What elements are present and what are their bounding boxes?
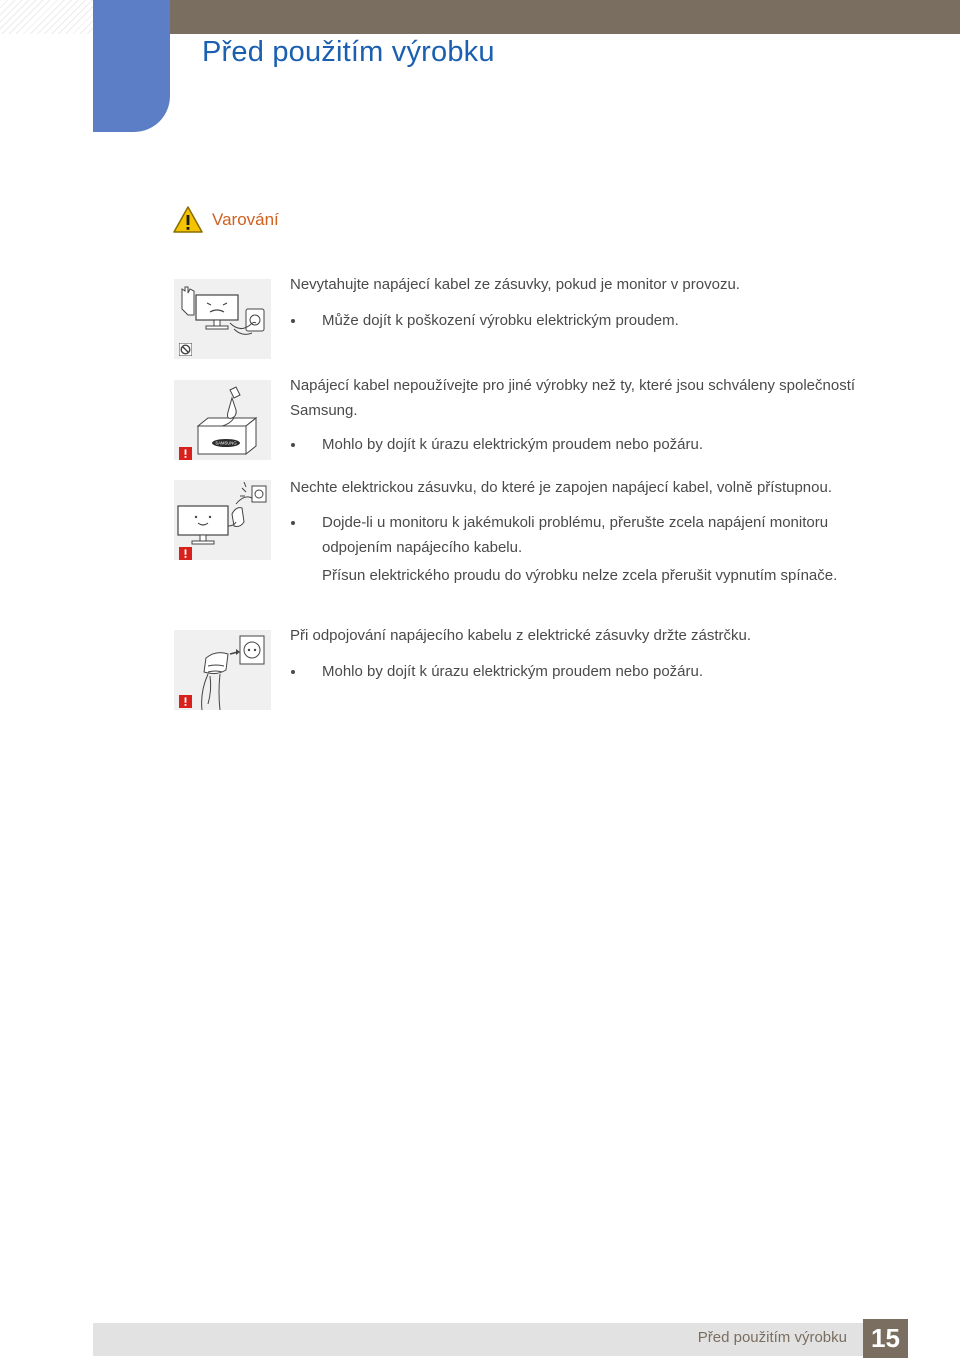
- chapter-tab: [93, 0, 170, 132]
- illustration-monitor-unplug: [174, 279, 271, 359]
- footer-chapter-label: Před použitím výrobku: [697, 1329, 847, 1346]
- footer-bar: [93, 1323, 863, 1356]
- bullet-marker: [291, 521, 295, 525]
- caution-icon: [179, 447, 192, 460]
- section-1-text: Nevytahujte napájecí kabel ze zásuvky, pokud je monitor v provozu.: [290, 276, 740, 293]
- illustration-samsung-box: [174, 380, 271, 460]
- warning-label: Varování: [212, 210, 279, 229]
- section-2-bullet-1: Mohlo by dojít k úrazu elektrickým proudem nebo požáru.: [322, 436, 704, 453]
- section-4-text: Při odpojování napájecího kabelu z elektrické zásuvky držte zástrčku.: [290, 627, 752, 644]
- caution-icon: [179, 547, 192, 560]
- section-3-note: Přísun elektrického proudu do výrobku nelze zcela přerušit vypnutím spínače.: [322, 567, 838, 584]
- warning-heading: [172, 204, 279, 236]
- illustration-grip-plug: [174, 630, 271, 710]
- header-hatch: [0, 0, 93, 34]
- illustration-accessible-socket: [174, 480, 271, 560]
- prohibited-icon: [179, 343, 192, 356]
- section-3-bullet-1: Dojde-li u monitoru k jakémukoli problému, přerušte zcela napájení monitoru odpojením napájecího kabelu.: [322, 514, 829, 556]
- warning-triangle-icon: [172, 205, 204, 235]
- bullet-marker: [291, 443, 295, 447]
- caution-icon: [179, 695, 192, 708]
- box-brand-label: SAMSUNG: [215, 440, 237, 446]
- section-1-bullet-1: Může dojít k poškození výrobku elektrickým proudem.: [322, 312, 679, 329]
- bullet-marker: [291, 319, 295, 323]
- section-2-text: Napájecí kabel nepoužívejte pro jiné výrobky než ty, které jsou schváleny společností Samsung.: [290, 377, 856, 419]
- bullet-marker: [291, 670, 295, 674]
- section-4-bullet-1: Mohlo by dojít k úrazu elektrickým proudem nebo požáru.: [322, 663, 704, 680]
- page-title: Před použitím výrobku: [202, 36, 495, 68]
- page-number: 15: [863, 1319, 908, 1358]
- section-3-text: Nechte elektrickou zásuvku, do které je zapojen napájecí kabel, volně přístupnou.: [290, 479, 832, 496]
